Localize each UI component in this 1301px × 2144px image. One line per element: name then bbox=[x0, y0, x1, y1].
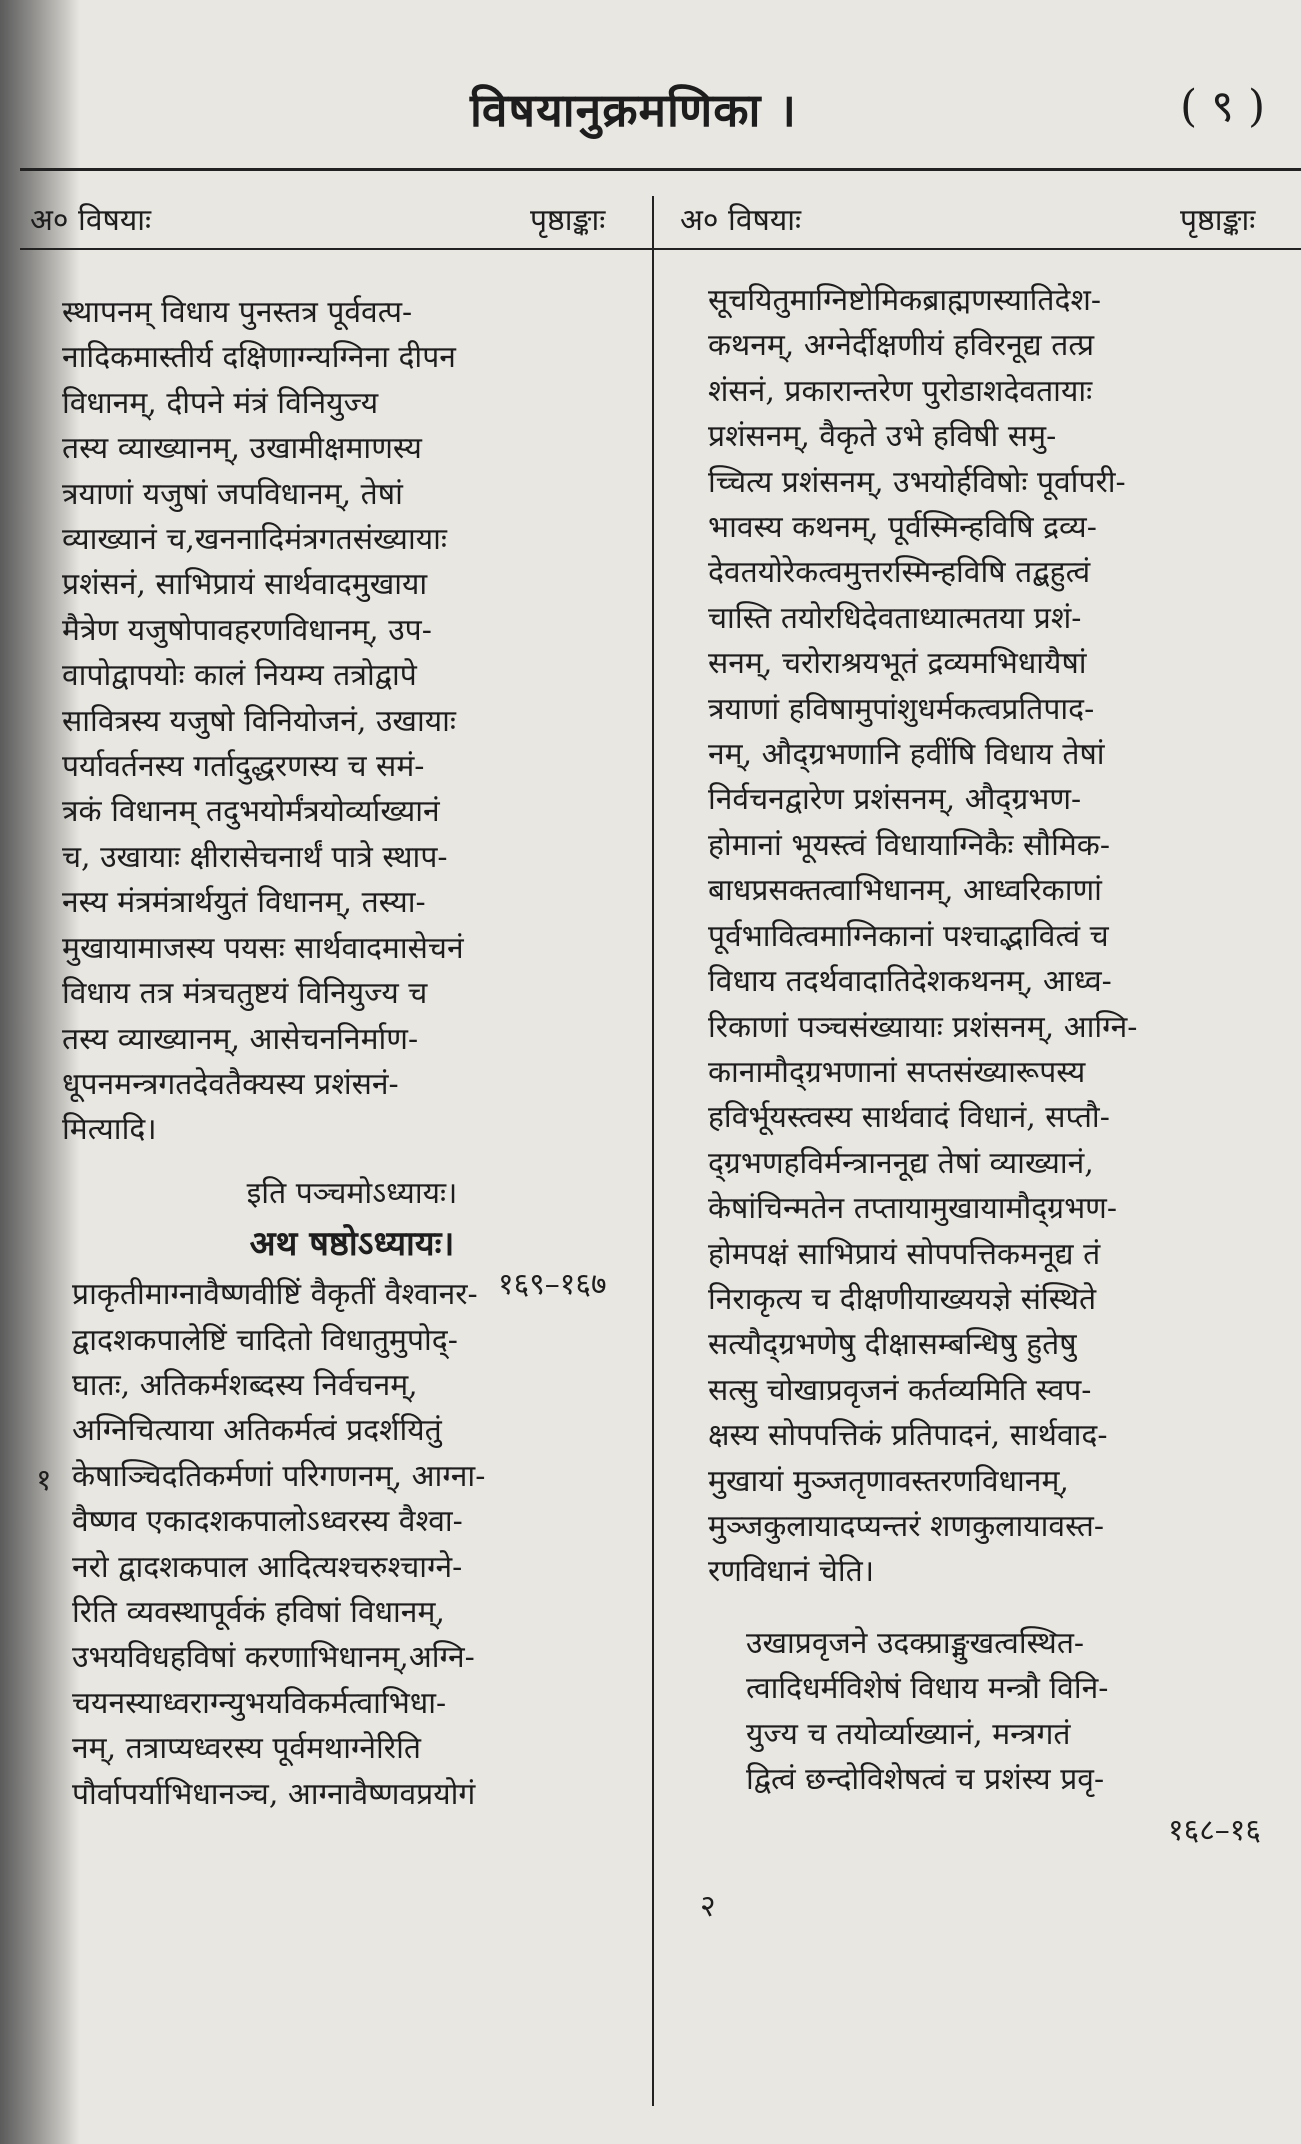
text-line: तस्य व्याख्यानम्, उखामीक्षमाणस्य bbox=[62, 431, 422, 467]
text-line: द्वादशकपालेष्टिं चादितो विधातुमुपोद्- bbox=[72, 1322, 458, 1358]
text-line: पर्यावर्तनस्य गर्तादुद्धरणस्य च समं- bbox=[62, 749, 425, 785]
text-line: सूचयितुमाग्निष्टोमिकब्राह्मणस्यातिदेश- bbox=[708, 283, 1101, 318]
column-divider bbox=[652, 196, 654, 2106]
left-pages-heading: पृष्ठाङ्काः bbox=[530, 203, 606, 238]
text-line: निराकृत्य च दीक्षणीयाख्ययज्ञे संस्थिते bbox=[708, 1281, 1097, 1317]
page-range: १६९–१६७ bbox=[498, 1267, 607, 1302]
text-line: विधाय तत्र मंत्रचतुष्टयं विनियुज्य च bbox=[62, 976, 428, 1012]
text-line: सत्सु चोखाप्रवृजनं कर्तव्यमिति स्वप- bbox=[708, 1372, 1092, 1408]
page-number: ( ९ ) bbox=[1180, 81, 1266, 132]
text-line: विधानम्, दीपने मंत्रं विनियुज्य bbox=[62, 385, 379, 421]
text-line: नम्, औद्ग्रभणानि हवींषि विधाय तेषां bbox=[708, 737, 1105, 773]
right-pages-heading: पृष्ठाङ्काः bbox=[1180, 203, 1256, 238]
text-line: शंसनं, प्रकारान्तरेण पुरोडाशदेवतायाः bbox=[708, 373, 1093, 409]
page-title: विषयानुक्रमणिका । bbox=[470, 83, 797, 137]
text-line: पूर्वभावित्वमाग्निकानां पश्चाद्भावित्वं च bbox=[708, 918, 1109, 954]
text-line: धूपनमन्त्रगतदेवतैक्यस्य प्रशंसनं- bbox=[62, 1066, 399, 1102]
text-line: च, उखायाः क्षीरासेचनार्थं पात्रे स्थाप- bbox=[62, 839, 448, 875]
right-column bbox=[708, 278, 1298, 1802]
text-line: केषाञ्चिदतिकर्मणां परिगणनम्, आग्ना- bbox=[72, 1458, 486, 1494]
text-line: नरो द्वादशकपाल आदित्यश्चरुश्चाग्ने- bbox=[72, 1549, 463, 1585]
text-line: त्रयाणां हविषामुपांशुधर्मकत्वप्रतिपाद- bbox=[708, 691, 1095, 727]
text-line: बाधप्रसक्तत्वाभिधानम्, आध्वरिकाणां bbox=[708, 873, 1102, 909]
text-line: मैत्रेण यजुषोपावहरणविधानम्, उप- bbox=[62, 612, 432, 648]
text-line: प्रशंसनं, साभिप्रायं सार्थवादमुखाया bbox=[62, 567, 428, 603]
text-line: प्राकृतीमाग्नावैष्णवीष्टिं वैकृतीं वैश्वानर- bbox=[72, 1277, 478, 1313]
left-serial-heading: अ० विषयाः bbox=[30, 203, 152, 238]
entry-serial: १ bbox=[36, 1463, 52, 1498]
text-line: होमपक्षं साभिप्रायं सोपपत्तिकमनूद्य तं bbox=[708, 1236, 1101, 1272]
text-line: मित्यादि। bbox=[62, 1112, 157, 1148]
left-entry-text bbox=[62, 290, 642, 1153]
text-line: हविर्भूयस्त्वस्य सार्थवादं विधानं, सप्तौ- bbox=[708, 1100, 1110, 1136]
page-range: १६८–१६ bbox=[1168, 1813, 1261, 1848]
text-line: वापोद्वापयोः कालं नियम्य तत्रोद्वापे bbox=[62, 658, 417, 694]
text-line: चास्ति तयोरधिदेवताध्यात्मतया प्रशं- bbox=[708, 600, 1082, 636]
text-line: चयनस्याध्वराग्न्युभयविकर्मत्वाभिधा- bbox=[72, 1685, 447, 1721]
text-line: रणविधानं चेति। bbox=[708, 1554, 875, 1590]
text-line: पौर्वापर्याभिधानञ्च, आग्नावैष्णवप्रयोगं bbox=[72, 1776, 476, 1812]
text-line: कथनम्, अग्नेर्दीक्षणीयं हविरनूद्य तत्प्र bbox=[708, 328, 1095, 364]
text-line: व्याख्यानं च,खननादिमंत्रगतसंख्यायाः bbox=[62, 522, 447, 558]
text-line: कानामौद्ग्रभणानां सप्तसंख्यारूपस्य bbox=[708, 1054, 1086, 1090]
text-line: स्थापनम् विधाय पुनस्तत्र पूर्ववत्प- bbox=[62, 295, 413, 330]
text-line: त्रकं विधानम् तदुभयोर्मंत्रयोर्व्याख्यानं bbox=[62, 794, 440, 830]
text-line: सावित्रस्य यजुषो विनियोजनं, उखायाः bbox=[62, 703, 456, 739]
right-entry-text bbox=[708, 278, 1298, 1595]
text-line: प्रशंसनम्, वैकृते उभे हविषी समु- bbox=[708, 419, 1057, 455]
text-line: मुखायां मुञ्जतृणावस्तरणविधानम्, bbox=[708, 1463, 1069, 1499]
text-line: क्षस्य सोपपत्तिकं प्रतिपादनं, सार्थवाद- bbox=[708, 1418, 1108, 1454]
text-line: नम्, तत्राप्यध्वरस्य पूर्वमथाग्नेरिति bbox=[72, 1731, 421, 1767]
left-entry-1-text bbox=[62, 1272, 642, 1817]
right-serial-heading: अ० विषयाः bbox=[680, 203, 802, 238]
text-line: सत्यौद्ग्रभणेषु दीक्षासम्बन्धिषु हुतेषु bbox=[708, 1327, 1077, 1363]
text-line: युज्य च तयोर्व्याख्यानं, मन्त्रगतं bbox=[746, 1716, 1071, 1752]
text-line: वैष्णव एकादशकपालोऽध्वरस्य वैश्वा- bbox=[72, 1504, 463, 1540]
text-line: द्ग्रभणहविर्मन्त्राननूद्य तेषां व्याख्यानं, bbox=[708, 1145, 1094, 1181]
text-line: विधाय तदर्थवादातिदेशकथनम्, आध्व- bbox=[708, 964, 1112, 1000]
text-line: तस्य व्याख्यानम्, आसेचननिर्माण- bbox=[62, 1021, 419, 1057]
text-line: मुञ्जकुलायादप्यन्तरं शणकुलायावस्त- bbox=[708, 1508, 1105, 1544]
text-line: रिति व्यवस्थापूर्वकं हविषां विधानम्, bbox=[72, 1594, 445, 1630]
text-line: मुखायामाजस्य पयसः सार्थवादमासेचनं bbox=[62, 930, 464, 966]
text-line: भावस्य कथनम्, पूर्वस्मिन्हविषि द्रव्य- bbox=[708, 510, 1097, 546]
text-line: सनम्, चरोराश्रयभूतं द्रव्यमभिधायैषां bbox=[708, 646, 1087, 682]
text-line: रिकाणां पञ्चसंख्यायाः प्रशंसनम्, आग्नि- bbox=[708, 1009, 1138, 1045]
text-line: त्रयाणां यजुषां जपविधानम्, तेषां bbox=[62, 476, 403, 512]
text-line: केषांचिन्मतेन तप्तायामुखायामौद्ग्रभण- bbox=[708, 1191, 1118, 1227]
text-line: च्चित्य प्रशंसनम्, उभयोर्हविषोः पूर्वापरी- bbox=[708, 464, 1126, 500]
left-column bbox=[62, 290, 642, 1817]
text-line: नादिकमास्तीर्य दक्षिणाग्न्यग्निना दीपन bbox=[62, 340, 456, 376]
header-rule-bottom bbox=[20, 248, 1301, 250]
entry-serial: २ bbox=[700, 1889, 716, 1924]
text-line: उभयविधहविषां करणाभिधानम्,अग्नि- bbox=[72, 1640, 475, 1676]
text-line: त्वादिधर्मविशेषं विधाय मन्त्रौ विनि- bbox=[746, 1671, 1109, 1707]
text-line: देवतयोरेकत्वमुत्तरस्मिन्हविषि तद्बहुत्वं bbox=[708, 555, 1091, 591]
right-entry-2-text bbox=[708, 1621, 1298, 1803]
text-line: अग्निचित्याया अतिकर्मत्वं प्रदर्शयितुं bbox=[72, 1413, 442, 1449]
chapter-end-line: इति पञ्चमोऽध्यायः। bbox=[246, 1175, 458, 1211]
text-line: होमानां भूयस्त्वं विधायाग्निकैः सौमिक- bbox=[708, 827, 1110, 863]
text-line: द्वित्वं छन्दोविशेषत्वं च प्रशंस्य प्रवृ- bbox=[746, 1762, 1105, 1797]
text-line: निर्वचनद्वारेण प्रशंसनम्, औद्ग्रभण- bbox=[708, 782, 1082, 818]
header-rule-top bbox=[20, 168, 1301, 171]
text-line: नस्य मंत्रमंत्रार्थयुतं विधानम्, तस्या- bbox=[62, 885, 426, 921]
text-line: उखाप्रवृजने उदक्प्राङ्मुखत्वस्थित- bbox=[746, 1625, 1085, 1661]
text-line: घातः, अतिकर्मशब्दस्य निर्वचनम्, bbox=[72, 1367, 418, 1403]
chapter-heading: अथ षष्ठोऽध्यायः। bbox=[249, 1224, 455, 1265]
